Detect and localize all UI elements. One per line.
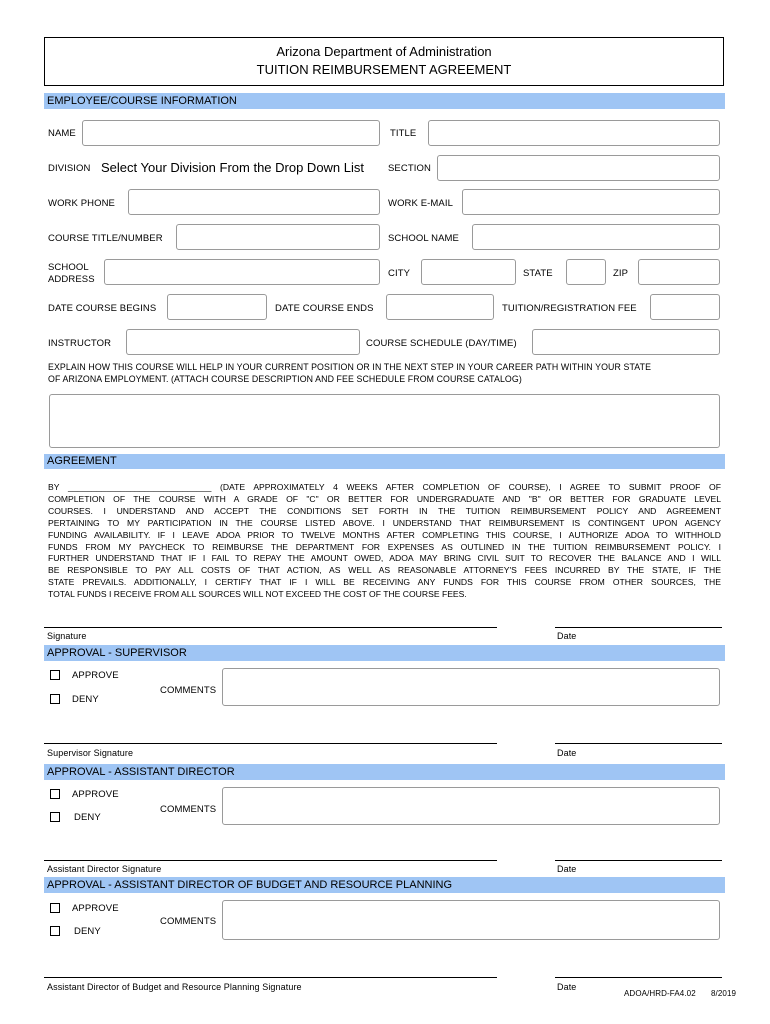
budget-approve-checkbox[interactable] [50,903,60,913]
schedule-field[interactable] [532,329,720,355]
budget-comments-field[interactable] [222,900,720,940]
section-label: SECTION [388,163,431,174]
explain-text-1: EXPLAIN HOW THIS COURSE WILL HELP IN YOUR CURRENT POSITION OR IN THE NEXT STEP IN YOUR CAREER PATH WITHIN YOUR STATE [48,362,652,372]
budget-signature-line [44,977,497,978]
signature-label: Signature [47,631,87,641]
title-label: TITLE [390,128,417,139]
agreement-line: TOTAL FUNDS I RECEIVE FROM ALL SOURCES WILL NOT EXCEED THE COST OF THE COURSE FEES. [48,589,467,600]
asst-director-date-label: Date [557,864,577,874]
asst-director-comments-field[interactable] [222,787,720,825]
division-label: DIVISION [48,163,91,174]
asst-director-date-line [555,860,722,861]
state-label: STATE [523,268,553,279]
budget-approve-label: APPROVE [72,903,119,914]
work-phone-label: WORK PHONE [48,198,115,209]
date-ends-label: DATE COURSE ENDS [275,303,374,314]
asst-director-signature-line [44,860,497,861]
section-field[interactable] [437,155,720,181]
asst-director-deny-checkbox[interactable] [50,812,60,822]
agreement-heading: AGREEMENT [44,454,725,469]
agreement-line: BE RESPONSIBLE TO PAY ALL COSTS OF THAT ACTION, AS WELL AS REASONABLE ATTORNEY'S FEES INCURRED BY THE STATE, IF THE [48,565,721,576]
state-field[interactable] [566,259,606,285]
schedule-label: COURSE SCHEDULE (DAY/TIME) [366,338,517,349]
org-name: Arizona Department of Administration [276,44,492,59]
agreement-line: STATE PREVAILS. ADDITIONALLY, I CERTIFY THAT IF I WILL BE RECEIVING ANY FUNDS FOR THIS COURSE FROM OTHER SOURCES, THE [48,577,721,588]
date-label: Date [557,631,577,641]
date-ends-field[interactable] [386,294,494,320]
name-field[interactable] [82,120,380,146]
title-field[interactable] [428,120,720,146]
name-label: NAME [48,128,76,139]
budget-date-label: Date [557,982,577,992]
agreement-line: PERTAINING TO MY PARTICIPATION IN THE COURSE LISTED ABOVE. I UNDERSTAND THAT REIMBURSEMENT IS CONTINGENT UPON AGENCY [48,517,721,528]
asst-director-approve-checkbox[interactable] [50,789,60,799]
fee-field[interactable] [650,294,720,320]
agreement-line: COURSES. I UNDERSTAND AND ACCEPT THE CONDITIONS SET FORTH IN THE TUITION REIMBURSEMENT POLICY AND AGREEMENT [48,505,721,516]
asst-director-deny-label: DENY [74,812,101,823]
school-name-field[interactable] [472,224,720,250]
employee-section-heading: EMPLOYEE/COURSE INFORMATION [44,93,725,109]
supervisor-signature-label: Supervisor Signature [47,748,134,758]
supervisor-date-label: Date [557,748,577,758]
supervisor-date-line [555,743,722,744]
school-name-label: SCHOOL NAME [388,233,459,244]
zip-field[interactable] [638,259,720,285]
zip-label: ZIP [613,268,629,279]
budget-heading: APPROVAL - ASSISTANT DIRECTOR OF BUDGET AND RESOURCE PLANNING [44,877,725,893]
asst-director-signature-label: Assistant Director Signature [47,864,162,874]
agreement-line: BY ______________________________ (DATE APPROXIMATELY 4 WEEKS AFTER COMPLETION OF COURSE), I AGREE TO SUBMIT PROOF OF [48,482,721,492]
asst-director-heading: APPROVAL - ASSISTANT DIRECTOR [44,764,725,780]
agreement-line: COMPLETION OF THE COURSE WITH A GRADE OF "C" OR BETTER FOR UNDERGRADUATE AND "B" OR BETTER FOR GRADUATE LEVEL [48,493,721,504]
fee-label: TUITION/REGISTRATION FEE [502,303,637,314]
explain-text-2: OF ARIZONA EMPLOYMENT. (ATTACH COURSE DESCRIPTION AND FEE SCHEDULE FROM COURSE CATALOG) [48,374,522,384]
asst-director-comments-label: COMMENTS [160,804,217,815]
agreement-line: FUNDING AVAILABILITY. IF I LEAVE ADOA PRIOR TO TWELVE MONTHS AFTER COMPLETING THIS COURSE, I AUTHORIZE ADOA TO WITHHOLD [48,529,721,540]
form-revision: 8/2019 [711,989,737,998]
date-line [555,627,722,628]
budget-comments-label: COMMENTS [160,916,217,927]
work-email-label: WORK E-MAIL [388,198,453,209]
course-title-field[interactable] [176,224,380,250]
budget-signature-label: Assistant Director of Budget and Resource Planning Signature [47,982,302,992]
form-code: ADOA/HRD-FA4.02 [624,989,696,998]
agreement-line: FUNDS FROM MY PAYCHECK TO REIMBURSE THE DEPARTMENT FOR EXPENSES AS OUTLINED IN THE TUITION REIMBURSEMENT POLICY. I [48,541,721,552]
division-select[interactable]: Select Your Division From the Drop Down List [101,160,365,175]
supervisor-signature-line [44,743,497,744]
agreement-lines [48,482,721,601]
supervisor-comments-field[interactable] [222,668,720,706]
instructor-field[interactable] [126,329,360,355]
supervisor-approve-checkbox[interactable] [50,670,60,680]
date-begins-field[interactable] [167,294,267,320]
work-email-field[interactable] [462,189,720,215]
supervisor-deny-checkbox[interactable] [50,694,60,704]
date-begins-label: DATE COURSE BEGINS [48,303,157,314]
city-field[interactable] [421,259,516,285]
asst-director-approve-label: APPROVE [72,789,119,800]
agreement-line: FURTHER UNDERSTAND THAT IF I FAIL TO REPAY THE AMOUNT OWED, ADOA MAY BRING CIVIL SUIT TO RECOVER THE BALANCE AND I WILL [48,553,721,564]
work-phone-field[interactable] [128,189,380,215]
supervisor-comments-label: COMMENTS [160,685,217,696]
supervisor-deny-label: DENY [72,694,99,705]
city-label: CITY [388,268,411,279]
budget-deny-checkbox[interactable] [50,926,60,936]
school-address-field[interactable] [104,259,380,285]
explain-field[interactable] [49,394,720,448]
form-title: TUITION REIMBURSEMENT AGREEMENT [256,62,512,77]
instructor-label: INSTRUCTOR [48,338,112,349]
budget-date-line [555,977,722,978]
course-title-label: COURSE TITLE/NUMBER [48,233,163,244]
agreement-text [48,482,721,601]
supervisor-approve-label: APPROVE [72,670,119,681]
school-address-label: SCHOOL ADDRESS [48,262,95,285]
supervisor-heading: APPROVAL - SUPERVISOR [44,645,725,661]
signature-line [44,627,497,628]
budget-deny-label: DENY [74,926,101,937]
form-header [44,37,724,86]
